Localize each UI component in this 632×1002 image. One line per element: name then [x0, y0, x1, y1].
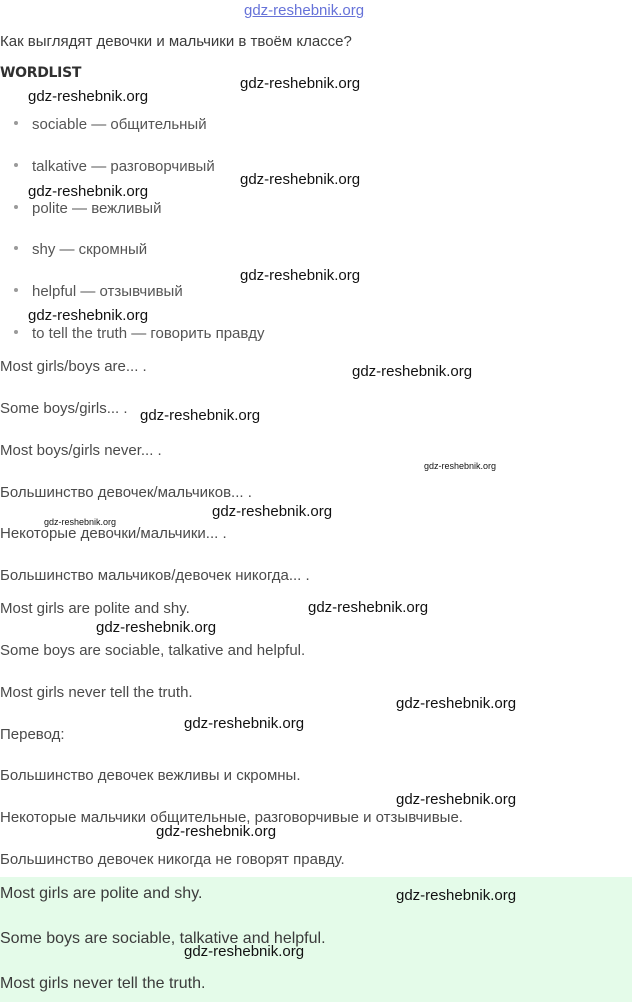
prompt-line: Большинство мальчиков/девочек никогда... . [0, 567, 310, 584]
watermark: gdz-reshebnik.org [396, 887, 517, 904]
watermark: gdz-reshebnik.org [140, 407, 261, 424]
question-text: Как выглядят девочки и мальчики в твоём классе? [0, 33, 352, 50]
watermark: gdz-reshebnik.org [424, 461, 497, 471]
watermark: gdz-reshebnik.org [28, 183, 149, 200]
bullet-icon [14, 288, 18, 292]
watermark: gdz-reshebnik.org [96, 619, 217, 636]
prompt-line: Most boys/girls never... . [0, 442, 162, 459]
translation-label: Перевод: [0, 726, 65, 743]
watermark: gdz-reshebnik.org [44, 517, 117, 527]
watermark-top: gdz-reshebnik.org [244, 2, 365, 19]
translation-line: Большинство девочек вежливы и скромны. [0, 767, 301, 784]
prompt-line: Some boys/girls... . [0, 400, 128, 417]
prompt-line: Большинство девочек/мальчиков... . [0, 484, 252, 501]
translation-line: Большинство девочек никогда не говорят правду. [0, 851, 345, 868]
wordlist-item: polite — вежливый [14, 200, 161, 217]
wordlist-item: sociable — общительный [14, 116, 207, 133]
bullet-icon [14, 163, 18, 167]
example-line: Most girls never tell the truth. [0, 684, 193, 701]
prompt-line: Некоторые девочки/мальчики... . [0, 525, 227, 542]
watermark: gdz-reshebnik.org [396, 791, 517, 808]
watermark: gdz-reshebnik.org [212, 503, 333, 520]
bullet-icon [14, 205, 18, 209]
watermark: gdz-reshebnik.org [28, 88, 149, 105]
bullet-icon [14, 330, 18, 334]
example-line: Most girls are polite and shy. [0, 600, 190, 617]
watermark: gdz-reshebnik.org [240, 171, 361, 188]
wordlist-item: to tell the truth — говорить правду [14, 325, 264, 342]
watermark: gdz-reshebnik.org [352, 363, 473, 380]
bullet-icon [14, 246, 18, 250]
answer-line: Most girls are polite and shy. [0, 885, 203, 902]
wordlist-item: talkative — разговорчивый [14, 158, 215, 175]
watermark: gdz-reshebnik.org [184, 943, 305, 960]
prompt-line: Most girls/boys are... . [0, 358, 147, 375]
answer-line: Some boys are sociable, talkative and helpful. [0, 930, 326, 947]
example-line: Some boys are sociable, talkative and helpful. [0, 642, 306, 659]
translation-line: Некоторые мальчики общительные, разговорчивые и отзывчивые. [0, 809, 463, 826]
watermark: gdz-reshebnik.org [28, 307, 149, 324]
answer-line: Most girls never tell the truth. [0, 975, 206, 992]
bullet-icon [14, 121, 18, 125]
watermark: gdz-reshebnik.org [308, 599, 429, 616]
watermark: gdz-reshebnik.org [240, 267, 361, 284]
wordlist-heading: WORDLIST [0, 65, 82, 81]
watermark: gdz-reshebnik.org [184, 715, 305, 732]
watermark: gdz-reshebnik.org [240, 75, 361, 92]
watermark: gdz-reshebnik.org [156, 823, 277, 840]
watermark: gdz-reshebnik.org [396, 695, 517, 712]
wordlist-item: helpful — отзывчивый [14, 283, 183, 300]
wordlist-item: shy — скромный [14, 241, 147, 258]
